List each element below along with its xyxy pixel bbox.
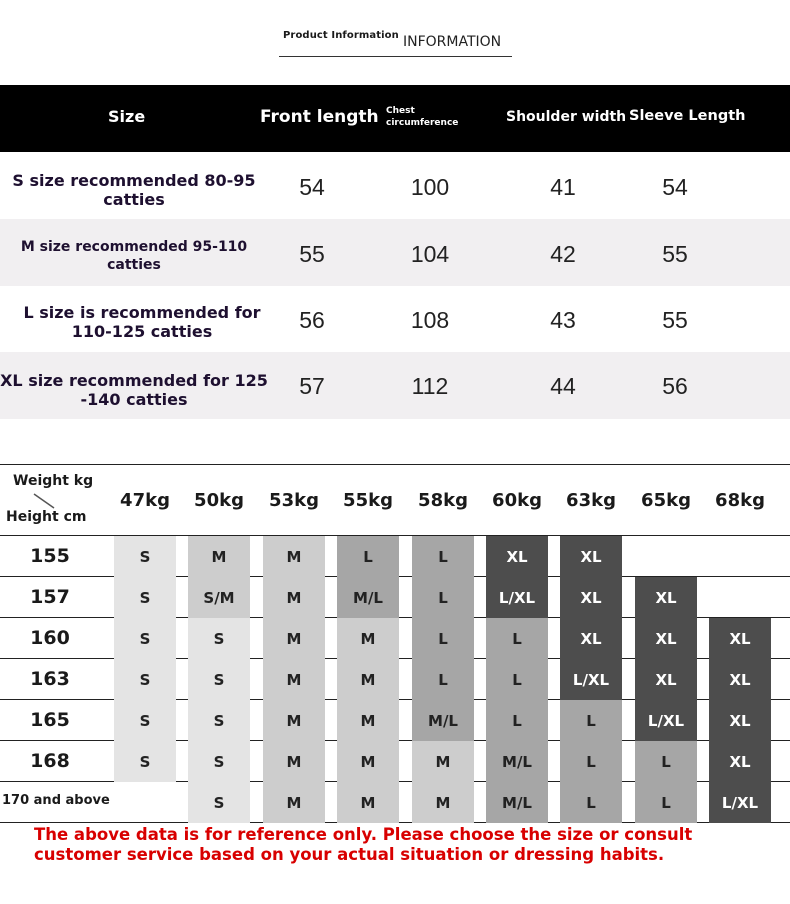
height-label: 165 xyxy=(30,709,70,731)
size-cell: M xyxy=(263,536,325,577)
shoulder-value: 42 xyxy=(550,241,576,267)
size-cell: M/L xyxy=(337,577,399,618)
size-cell: S/M xyxy=(188,577,250,618)
size-row-m xyxy=(0,219,790,286)
height-label: 160 xyxy=(30,627,70,649)
chest-value: 100 xyxy=(410,174,450,200)
weight-header: 55kg xyxy=(343,490,393,511)
chest-value: 108 xyxy=(410,307,450,333)
weight-header: 63kg xyxy=(566,490,616,511)
size-cell: M xyxy=(412,741,474,782)
size-cell: M xyxy=(337,659,399,700)
front-length-value: 57 xyxy=(299,373,325,399)
size-cell: L/XL xyxy=(635,700,697,741)
size-cell: XL xyxy=(635,577,697,618)
size-cell: L/XL xyxy=(486,577,548,618)
shoulder-value: 44 xyxy=(550,373,576,399)
size-cell: M xyxy=(337,700,399,741)
front-length-value: 55 xyxy=(299,241,325,267)
size-cell: XL xyxy=(709,659,771,700)
height-label: 170 and above xyxy=(2,793,110,808)
size-row-s xyxy=(0,152,790,219)
weight-axis-label: Weight kg xyxy=(13,473,94,489)
sleeve-value: 56 xyxy=(662,373,688,399)
size-cell: M xyxy=(188,536,250,577)
height-label: 155 xyxy=(30,545,70,567)
size-cell: XL xyxy=(560,618,622,659)
size-cell: L xyxy=(412,659,474,700)
size-row-label: M size recommended 95-110 catties xyxy=(20,239,248,273)
col-size: Size xyxy=(108,107,146,126)
size-cell: M/L xyxy=(486,782,548,823)
size-cell: XL xyxy=(560,577,622,618)
size-row-l xyxy=(0,286,790,353)
size-cell: S xyxy=(188,618,250,659)
weight-header: 65kg xyxy=(641,490,691,511)
size-cell: XL xyxy=(560,536,622,577)
size-cell: XL xyxy=(709,618,771,659)
weight-header: 60kg xyxy=(492,490,542,511)
grid-top-border xyxy=(0,464,790,465)
weight-header: 47kg xyxy=(120,490,170,511)
size-cell: XL xyxy=(709,700,771,741)
reference-note: The above data is for reference only. Please choose the size or consult customer service based on your actual situation or dressing habits. xyxy=(34,825,693,864)
height-axis-label: Height cm xyxy=(6,509,87,525)
sleeve-value: 55 xyxy=(662,241,688,267)
size-cell: L xyxy=(486,659,548,700)
height-label: 157 xyxy=(30,586,70,608)
size-cell: L xyxy=(635,782,697,823)
size-row-label: XL size recommended for 125 -140 catties xyxy=(0,371,268,409)
size-cell: L xyxy=(635,741,697,782)
size-cell: S xyxy=(188,741,250,782)
size-cell: S xyxy=(114,659,176,700)
size-cell: M xyxy=(337,618,399,659)
information-label: INFORMATION xyxy=(403,34,502,50)
size-cell: M xyxy=(263,700,325,741)
size-cell: M xyxy=(263,782,325,823)
size-cell: L xyxy=(337,536,399,577)
product-info-label: Product Information xyxy=(283,30,399,41)
col-chest: Chest circumference xyxy=(386,106,459,128)
sleeve-value: 55 xyxy=(662,307,688,333)
size-cell: L xyxy=(412,536,474,577)
size-cell: M/L xyxy=(486,741,548,782)
size-cell: L xyxy=(560,782,622,823)
size-cell: S xyxy=(114,741,176,782)
size-cell: M xyxy=(337,782,399,823)
size-table-header xyxy=(0,85,790,152)
size-cell: L xyxy=(486,700,548,741)
size-cell: S xyxy=(188,659,250,700)
size-cell: XL xyxy=(486,536,548,577)
size-cell: L xyxy=(412,577,474,618)
size-cell: S xyxy=(188,700,250,741)
chest-value: 112 xyxy=(411,373,449,399)
front-length-value: 56 xyxy=(299,307,325,333)
size-cell: L/XL xyxy=(709,782,771,823)
size-cell: L xyxy=(560,700,622,741)
size-cell: S xyxy=(114,700,176,741)
size-cell: M xyxy=(263,577,325,618)
size-row-label: S size recommended 80-95 catties xyxy=(12,171,256,209)
height-label: 163 xyxy=(30,668,70,690)
size-cell: M xyxy=(263,741,325,782)
size-cell: L xyxy=(560,741,622,782)
size-cell: S xyxy=(114,577,176,618)
size-cell: M/L xyxy=(412,700,474,741)
shoulder-value: 41 xyxy=(550,174,576,200)
shoulder-value: 43 xyxy=(550,307,576,333)
size-cell: M xyxy=(412,782,474,823)
size-cell: XL xyxy=(709,741,771,782)
size-cell: L xyxy=(486,618,548,659)
size-cell: S xyxy=(114,536,176,577)
weight-header: 50kg xyxy=(194,490,244,511)
size-cell: L xyxy=(412,618,474,659)
size-cell: M xyxy=(263,618,325,659)
header-underline xyxy=(279,56,512,57)
size-cell: XL xyxy=(635,618,697,659)
weight-header: 58kg xyxy=(418,490,468,511)
weight-header: 68kg xyxy=(715,490,765,511)
diagonal-divider xyxy=(32,492,56,510)
col-front-length: Front length xyxy=(260,107,379,127)
weight-header: 53kg xyxy=(269,490,319,511)
size-cell: XL xyxy=(635,659,697,700)
size-cell: M xyxy=(337,741,399,782)
size-cell: S xyxy=(114,618,176,659)
size-cell: M xyxy=(263,659,325,700)
front-length-value: 54 xyxy=(299,174,325,200)
size-row-xl xyxy=(0,352,790,419)
col-shoulder-width: Shoulder width xyxy=(506,109,627,125)
size-cell: L/XL xyxy=(560,659,622,700)
height-label: 168 xyxy=(30,750,70,772)
col-sleeve-length: Sleeve Length xyxy=(629,108,746,124)
size-row-label: L size is recommended for 110-125 catties xyxy=(23,303,261,341)
chest-value: 104 xyxy=(410,241,450,267)
sleeve-value: 54 xyxy=(662,174,688,200)
size-cell: S xyxy=(188,782,250,823)
